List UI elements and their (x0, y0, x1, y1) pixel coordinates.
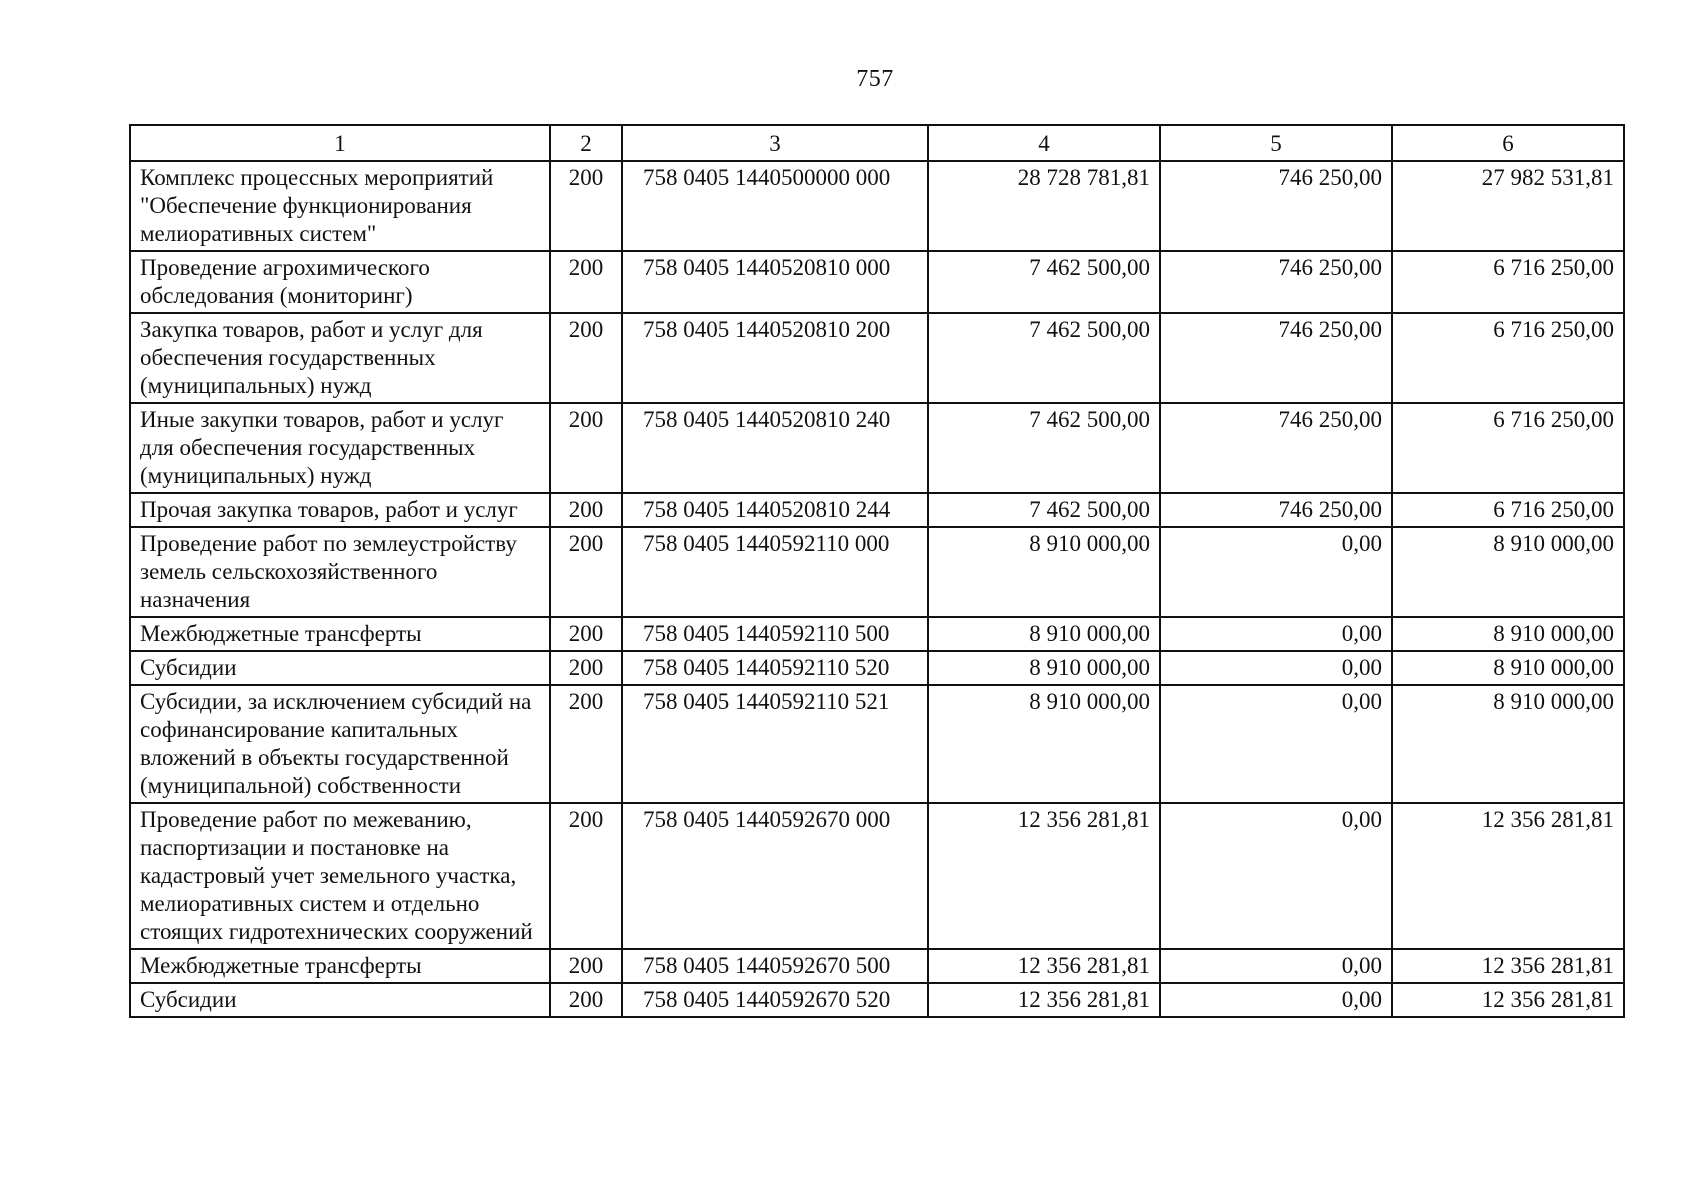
row-col4-value: 12 356 281,81 (928, 983, 1160, 1017)
row-col6-value: 8 910 000,00 (1392, 617, 1624, 651)
row-col5-value: 746 250,00 (1160, 313, 1392, 403)
row-code: 200 (550, 983, 622, 1017)
row-budget-code: 758 0405 1440520810 000 (622, 251, 928, 313)
column-header-6: 6 (1392, 125, 1624, 161)
row-budget-code: 758 0405 1440520810 200 (622, 313, 928, 403)
table-row (130, 527, 1624, 617)
row-code: 200 (550, 493, 622, 527)
row-name: Межбюджетные трансферты (130, 617, 550, 651)
row-code: 200 (550, 161, 622, 251)
row-code: 200 (550, 527, 622, 617)
row-col4-value: 12 356 281,81 (928, 949, 1160, 983)
table-row (130, 949, 1624, 983)
row-col6-value: 12 356 281,81 (1392, 983, 1624, 1017)
row-budget-code: 758 0405 1440592110 521 (622, 685, 928, 803)
row-col6-value: 8 910 000,00 (1392, 685, 1624, 803)
row-col5-value: 0,00 (1160, 949, 1392, 983)
row-col6-value: 6 716 250,00 (1392, 313, 1624, 403)
row-col5-value: 0,00 (1160, 803, 1392, 949)
row-col4-value: 28 728 781,81 (928, 161, 1160, 251)
row-col5-value: 0,00 (1160, 983, 1392, 1017)
row-col6-value: 12 356 281,81 (1392, 803, 1624, 949)
row-col6-value: 6 716 250,00 (1392, 403, 1624, 493)
row-name: Субсидии (130, 651, 550, 685)
row-name: Проведение работ по землеустройству земель сельскохозяйственного назначения (130, 527, 550, 617)
row-budget-code: 758 0405 1440592110 520 (622, 651, 928, 685)
row-col4-value: 8 910 000,00 (928, 651, 1160, 685)
row-col6-value: 6 716 250,00 (1392, 493, 1624, 527)
row-col4-value: 8 910 000,00 (928, 617, 1160, 651)
table-row (130, 983, 1624, 1017)
row-col5-value: 746 250,00 (1160, 161, 1392, 251)
row-col6-value: 12 356 281,81 (1392, 949, 1624, 983)
column-header-1: 1 (130, 125, 550, 161)
row-name: Проведение работ по межеванию, паспортизации и постановке на кадастровый учет земельного участка, мелиоративных систем и отдельно стоящих гидротехнических сооружений (130, 803, 550, 949)
row-col6-value: 8 910 000,00 (1392, 651, 1624, 685)
row-budget-code: 758 0405 1440500000 000 (622, 161, 928, 251)
row-budget-code: 758 0405 1440592110 500 (622, 617, 928, 651)
table-row (130, 313, 1624, 403)
table-row (130, 617, 1624, 651)
row-col4-value: 8 910 000,00 (928, 527, 1160, 617)
row-col6-value: 6 716 250,00 (1392, 251, 1624, 313)
page-number: 757 (856, 66, 894, 92)
row-col5-value: 746 250,00 (1160, 403, 1392, 493)
row-code: 200 (550, 403, 622, 493)
row-name: Межбюджетные трансферты (130, 949, 550, 983)
row-budget-code: 758 0405 1440592670 000 (622, 803, 928, 949)
row-col6-value: 8 910 000,00 (1392, 527, 1624, 617)
row-name: Субсидии (130, 983, 550, 1017)
row-col4-value: 7 462 500,00 (928, 493, 1160, 527)
row-name: Закупка товаров, работ и услуг для обеспечения государственных (муниципальных) нужд (130, 313, 550, 403)
table-row (130, 161, 1624, 251)
row-code: 200 (550, 251, 622, 313)
row-col5-value: 0,00 (1160, 527, 1392, 617)
table-header-row (130, 125, 1624, 161)
row-code: 200 (550, 949, 622, 983)
table-row (130, 803, 1624, 949)
row-col4-value: 7 462 500,00 (928, 403, 1160, 493)
row-code: 200 (550, 617, 622, 651)
row-code: 200 (550, 313, 622, 403)
budget-table (129, 124, 1625, 1018)
row-col4-value: 7 462 500,00 (928, 313, 1160, 403)
row-budget-code: 758 0405 1440520810 244 (622, 493, 928, 527)
row-code: 200 (550, 651, 622, 685)
row-budget-code: 758 0405 1440592110 000 (622, 527, 928, 617)
row-col4-value: 12 356 281,81 (928, 803, 1160, 949)
row-col5-value: 746 250,00 (1160, 493, 1392, 527)
budget-table-container (129, 124, 1623, 1018)
row-name: Иные закупки товаров, работ и услуг для обеспечения государственных (муниципальных) нужд (130, 403, 550, 493)
row-name: Комплекс процессных мероприятий "Обеспечение функционирования мелиоративных систем" (130, 161, 550, 251)
row-col4-value: 7 462 500,00 (928, 251, 1160, 313)
column-header-2: 2 (550, 125, 622, 161)
table-row (130, 403, 1624, 493)
table-row (130, 251, 1624, 313)
table-row (130, 493, 1624, 527)
row-budget-code: 758 0405 1440592670 520 (622, 983, 928, 1017)
row-col4-value: 8 910 000,00 (928, 685, 1160, 803)
column-header-4: 4 (928, 125, 1160, 161)
table-row (130, 651, 1624, 685)
row-budget-code: 758 0405 1440592670 500 (622, 949, 928, 983)
row-col5-value: 0,00 (1160, 651, 1392, 685)
row-name: Прочая закупка товаров, работ и услуг (130, 493, 550, 527)
row-col5-value: 746 250,00 (1160, 251, 1392, 313)
row-name: Субсидии, за исключением субсидий на софинансирование капитальных вложений в объекты государственной (муниципальной) собственности (130, 685, 550, 803)
row-col5-value: 0,00 (1160, 617, 1392, 651)
row-col6-value: 27 982 531,81 (1392, 161, 1624, 251)
row-name: Проведение агрохимического обследования (мониторинг) (130, 251, 550, 313)
row-budget-code: 758 0405 1440520810 240 (622, 403, 928, 493)
column-header-5: 5 (1160, 125, 1392, 161)
row-code: 200 (550, 685, 622, 803)
row-col5-value: 0,00 (1160, 685, 1392, 803)
table-row (130, 685, 1624, 803)
row-code: 200 (550, 803, 622, 949)
column-header-3: 3 (622, 125, 928, 161)
